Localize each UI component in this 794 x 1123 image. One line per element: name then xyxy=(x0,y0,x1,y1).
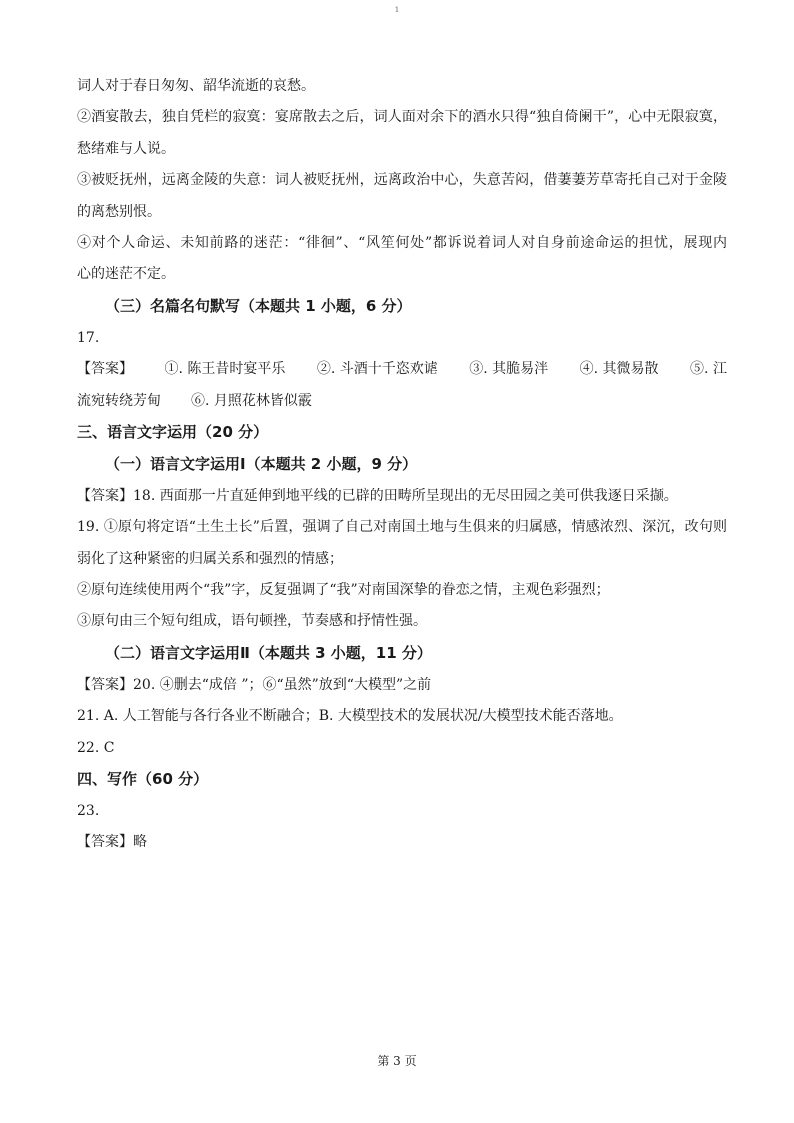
section-header-language-1: （一）语言文字运用Ⅰ（本题共 2 小题，9 分） xyxy=(105,454,418,473)
question-21-answer: 21. A. 人工智能与各行各业不断融合；B. 大模型技术的发展状况/大模型技术能否落地。 xyxy=(77,708,623,725)
question-17-number: 17. xyxy=(77,329,100,346)
question-22-answer: 22. C xyxy=(77,739,115,756)
answer-line: 愁绪难与人说。 xyxy=(77,140,175,157)
question-19-line: ③原句由三个短句组成，语句顿挫，节奏感和抒情性强。 xyxy=(77,613,427,630)
page-top-mark: 1 xyxy=(394,6,400,14)
answer-item-2: ②. 斗酒十千恣欢谑 xyxy=(316,361,438,378)
page-content xyxy=(77,77,727,865)
answer-line: 的离愁别恨。 xyxy=(77,203,161,220)
answer-label: 【答案】 xyxy=(77,361,133,378)
section-header-language-2: （二）语言文字运用Ⅱ（本题共 3 小题，11 分） xyxy=(105,643,432,662)
question-23-answer: 【答案】略 xyxy=(77,834,147,851)
part-4-header: 四、写作（60 分） xyxy=(77,770,209,789)
section-header-recitation: （三）名篇名句默写（本题共 1 小题，6 分） xyxy=(105,296,412,315)
question-23-number: 23. xyxy=(77,803,100,820)
part-3-header: 三、语言文字运用（20 分） xyxy=(77,422,269,441)
question-18-answer: 【答案】18. 西面那一片直延伸到地平线的已辟的田畴所呈现出的无尽田园之美可供我逐日采撷。 xyxy=(77,487,678,504)
answer-item-5-cont: 流宛转绕芳甸 xyxy=(77,392,161,409)
answer-item-4: ④. 其微易散 xyxy=(579,361,659,378)
answer-item-1: ①. 陈王昔时宴平乐 xyxy=(164,361,286,378)
answer-line: ③被贬抚州，远离金陵的失意：词人被贬抚州，远离政治中心，失意苦闷，借萋萋芳草寄托自己对于金陵 xyxy=(77,172,727,189)
question-20-answer: 【答案】20. ④删去“成倍 ”；⑥“虽然”放到“大模型”之前 xyxy=(77,676,432,693)
answer-item-5: ⑤. 江 xyxy=(690,361,727,378)
answer-item-6: ⑥. 月照花林皆似霰 xyxy=(191,392,312,409)
question-19-line: 弱化了这种紧密的归属关系和强烈的情感； xyxy=(77,550,343,567)
question-17-answers xyxy=(77,360,727,378)
answer-item-3: ③. 其脆易泮 xyxy=(469,361,549,378)
question-19-line: ②原句连续使用两个“我”字，反复强调了“我”对南国深挚的眷恋之情，主观色彩强烈； xyxy=(77,582,610,599)
question-19-line: 19. ①原句将定语“土生土长”后置，强调了自己对南国土地与生俱来的归属感，情感浓烈、深沉，改句则 xyxy=(77,519,727,536)
answer-line: ④对个人命运、未知前路的迷茫：“徘徊”、“风笙何处”都诉说着词人对自身前途命运的担忧，展现内 xyxy=(77,234,727,251)
answer-line: 词人对于春日匆匆、韶华流逝的哀愁。 xyxy=(77,78,315,94)
answer-line: ②酒宴散去，独自凭栏的寂寞：宴席散去之后，词人面对余下的酒水只得“独自倚阑干”，心中无限寂寞， xyxy=(77,109,727,126)
question-17-continuation xyxy=(77,392,727,410)
answer-line: 心的迷茫不定。 xyxy=(77,266,175,283)
page-number: 第 3 页 xyxy=(377,1054,417,1068)
